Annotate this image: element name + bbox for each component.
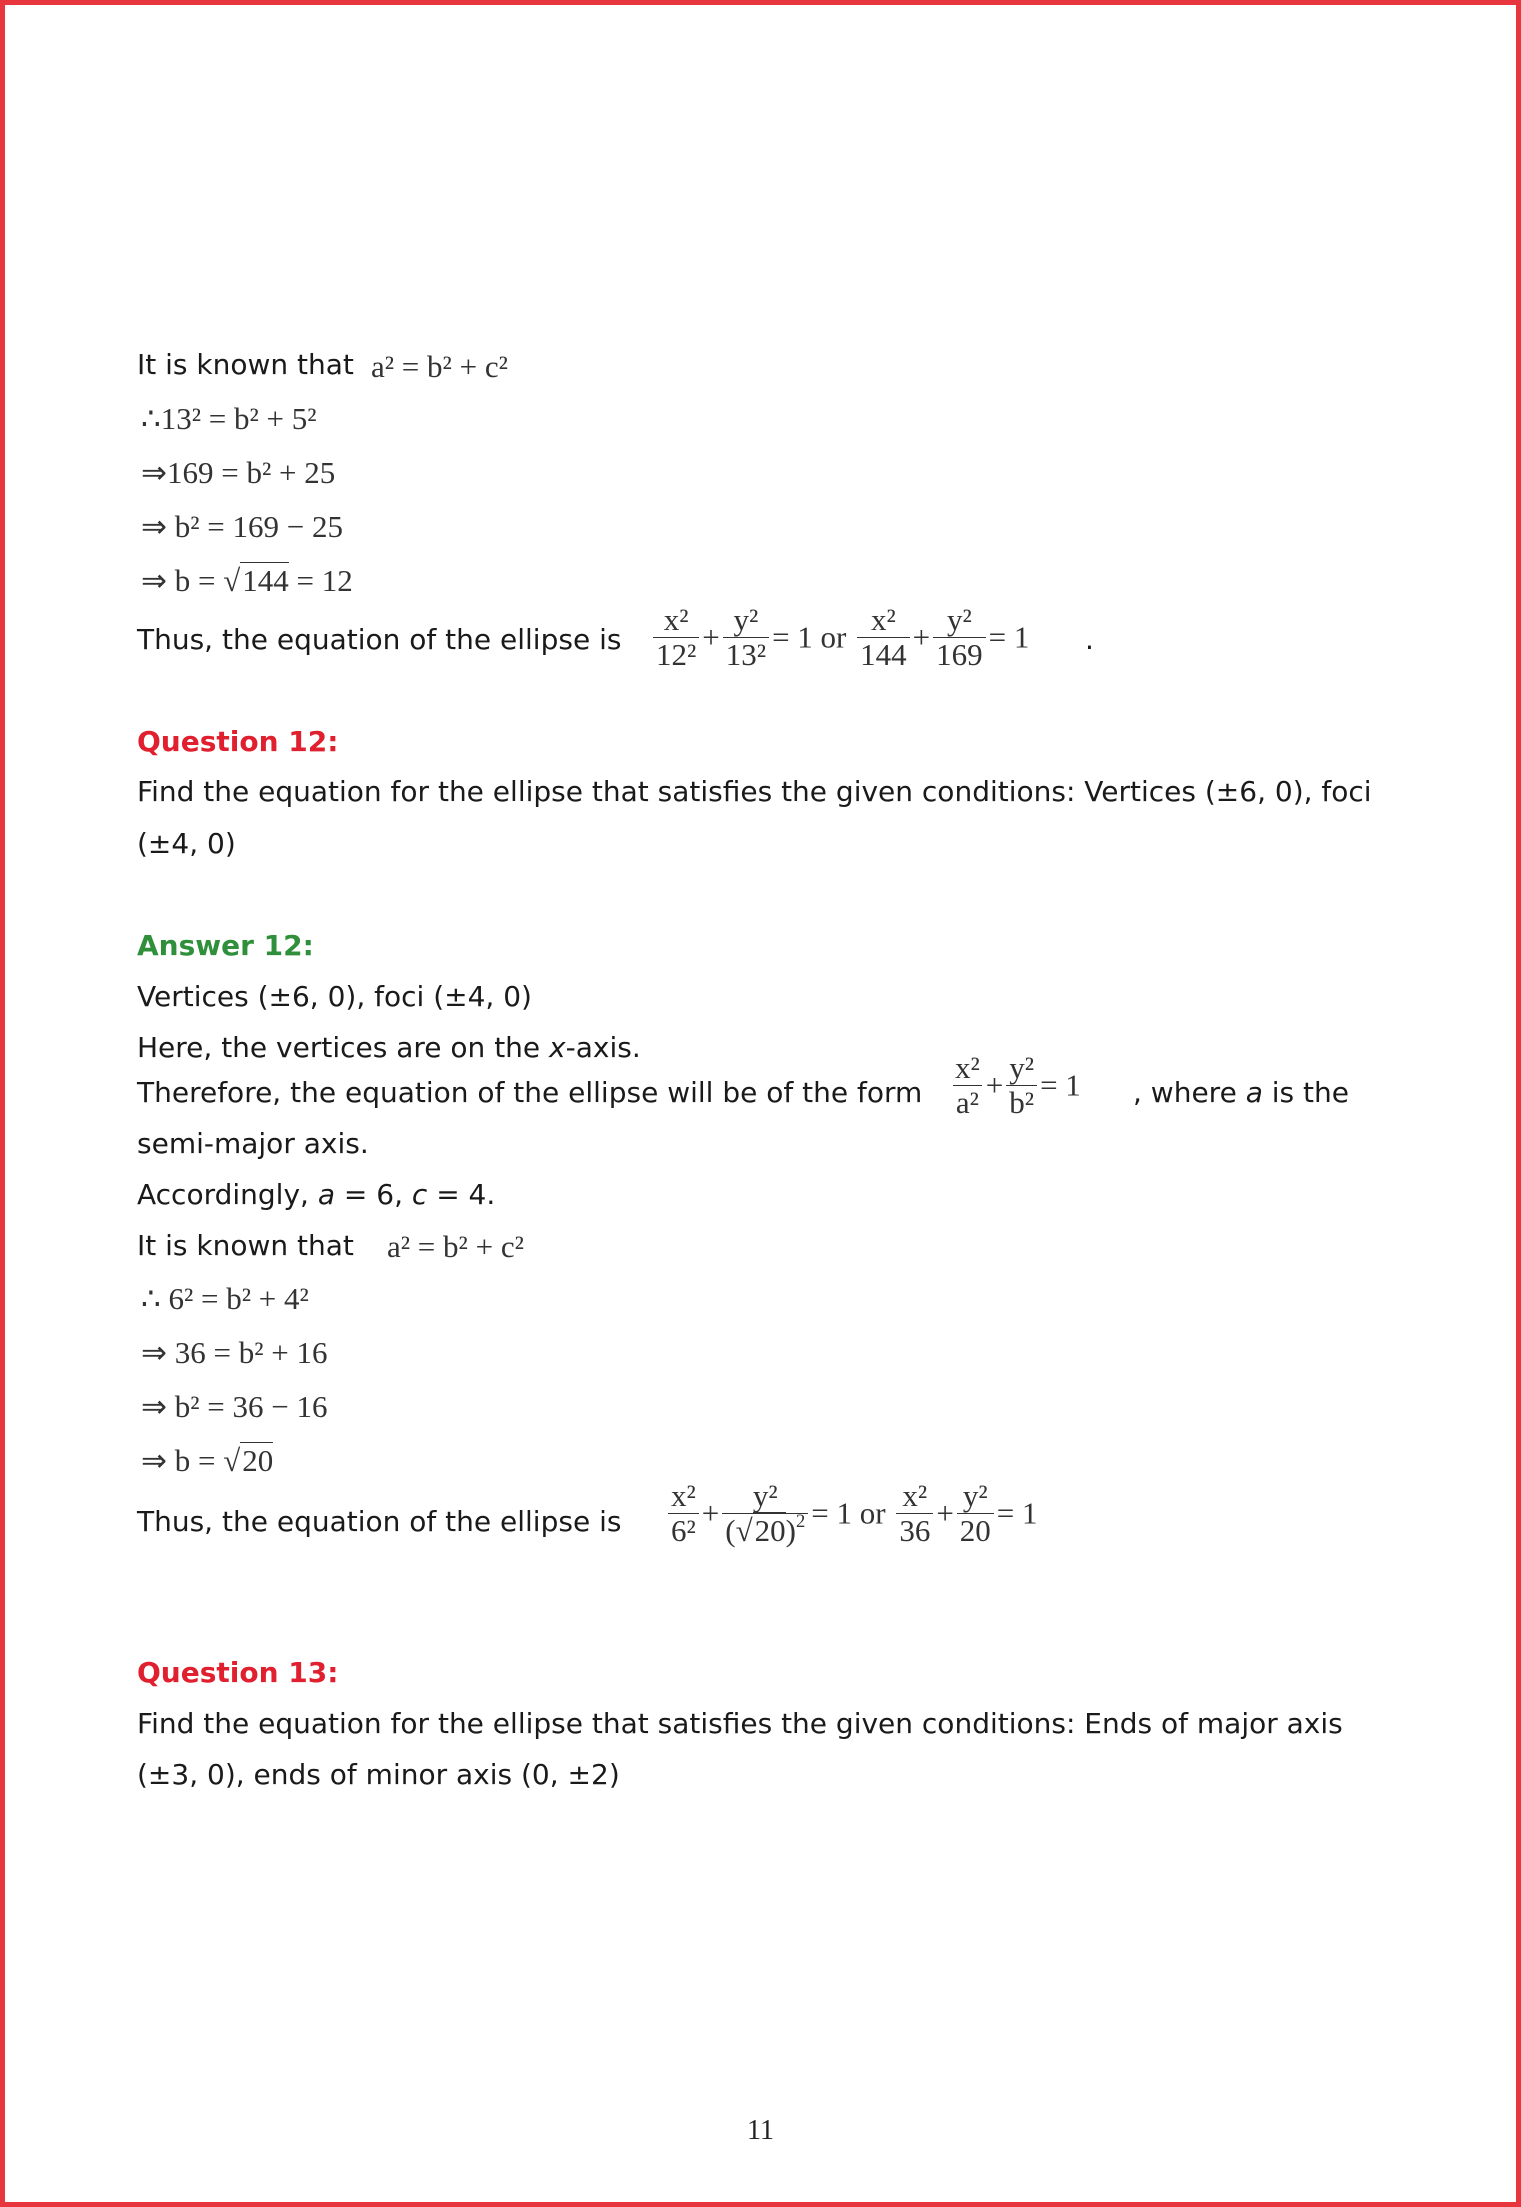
fraction: $\frac{\text{x²}}{\text{12²}}$ <box>653 603 699 672</box>
answer-12-step-1: ∴ 6² = b² + 4² <box>141 1281 309 1316</box>
page-number: 11 <box>747 2115 774 2146</box>
answer-12-step-3: ⇒ b² = 36 − 16 <box>141 1389 328 1424</box>
step-2: ⇒169 = b² + 25 <box>141 455 336 490</box>
answer-12-known-text: It is known that <box>137 1229 354 1262</box>
answer-12-step-4: ⇒ b = √20 <box>141 1443 274 1478</box>
answer-12-line-1: Vertices (±6, 0), foci (±4, 0) <box>137 980 532 1013</box>
answer-12-known-equation: a² = b² + c² <box>387 1229 524 1264</box>
question-13-line-2: (±3, 0), ends of minor axis (0, ±2) <box>137 1758 620 1791</box>
answer-12-line-3-tail: , where a is the <box>1133 1076 1349 1109</box>
answer-12-line-2: Here, the vertices are on the x-axis. <box>137 1031 641 1064</box>
question-12-line-1: Find the equation for the ellipse that satisfies the given conditions: Vertices (±6, 0), foci <box>137 775 1372 808</box>
fraction: $\frac{\text{x²}}{144}$ <box>857 603 910 672</box>
fraction: $\frac{\text{y²}}{\text{13²}}$ <box>723 603 769 672</box>
question-13-line-1: Find the equation for the ellipse that satisfies the given conditions: Ends of major axis <box>137 1707 1343 1740</box>
fraction: $\frac{\text{x²}}{36}$ <box>896 1479 933 1548</box>
step-3: ⇒ b² = 169 − 25 <box>141 509 343 544</box>
fraction: $\frac{\text{x²}}{\text{6²}}$ <box>668 1479 699 1548</box>
conclusion-equation: $\frac{\text{x²}}{\text{12²}}$ + $\frac{\text{y²}}{\text{13²}}$ = 1 or $\frac{\text{x²}}{144}$ + $\frac{\text{y²}}{169}$ = 1 <box>650 603 1029 672</box>
fraction: $\frac{\text{y²}}{\text{b²}}$ <box>1006 1051 1037 1120</box>
known-relation-line <box>137 347 354 383</box>
step-1: ∴13² = b² + 5² <box>141 401 317 436</box>
question-12-line-2: (±4, 0) <box>137 827 236 860</box>
answer-12-line-3: Therefore, the equation of the ellipse will be of the form <box>137 1076 923 1109</box>
known-text: It is known that <box>137 348 354 381</box>
answer-12-line-4: semi-major axis. <box>137 1127 369 1160</box>
fraction: $\frac{\text{y²}}{169}$ <box>933 603 986 672</box>
question-12-heading: Question 12: <box>137 725 339 758</box>
answer-12-conclusion-equation: $\frac{\text{x²}}{\text{6²}}$ + $\frac{\text{y²}}{(√20)^2}$ = 1 or $\frac{\text{x²}}{36}$ + $\frac{\text{y²}}{20}$ = 1 <box>665 1479 1038 1548</box>
answer-12-line-5: Accordingly, a = 6, c = 4. <box>137 1178 496 1211</box>
fraction: $\frac{\text{y²}}{20}$ <box>957 1479 994 1548</box>
ellipse-standard-form: $\frac{\text{x²}}{\text{a²}}$ + $\frac{\text{y²}}{\text{b²}}$ = 1 <box>949 1051 1081 1120</box>
step-4: ⇒ b = √144 = 12 <box>141 563 353 598</box>
known-equation: a² = b² + c² <box>371 349 508 384</box>
answer-12-heading: Answer 12: <box>137 929 314 962</box>
fraction: $\frac{\text{x²}}{\text{a²}}$ <box>952 1051 983 1120</box>
answer-12-step-2: ⇒ 36 = b² + 16 <box>141 1335 328 1370</box>
question-13-heading: Question 13: <box>137 1656 339 1689</box>
conclusion-text: Thus, the equation of the ellipse is <box>137 623 622 656</box>
fraction: $\frac{\text{y²}}{(√20)^2}$ <box>722 1479 808 1548</box>
trailing-dot: . <box>1085 623 1094 656</box>
answer-12-conclusion-text: Thus, the equation of the ellipse is <box>137 1505 622 1538</box>
